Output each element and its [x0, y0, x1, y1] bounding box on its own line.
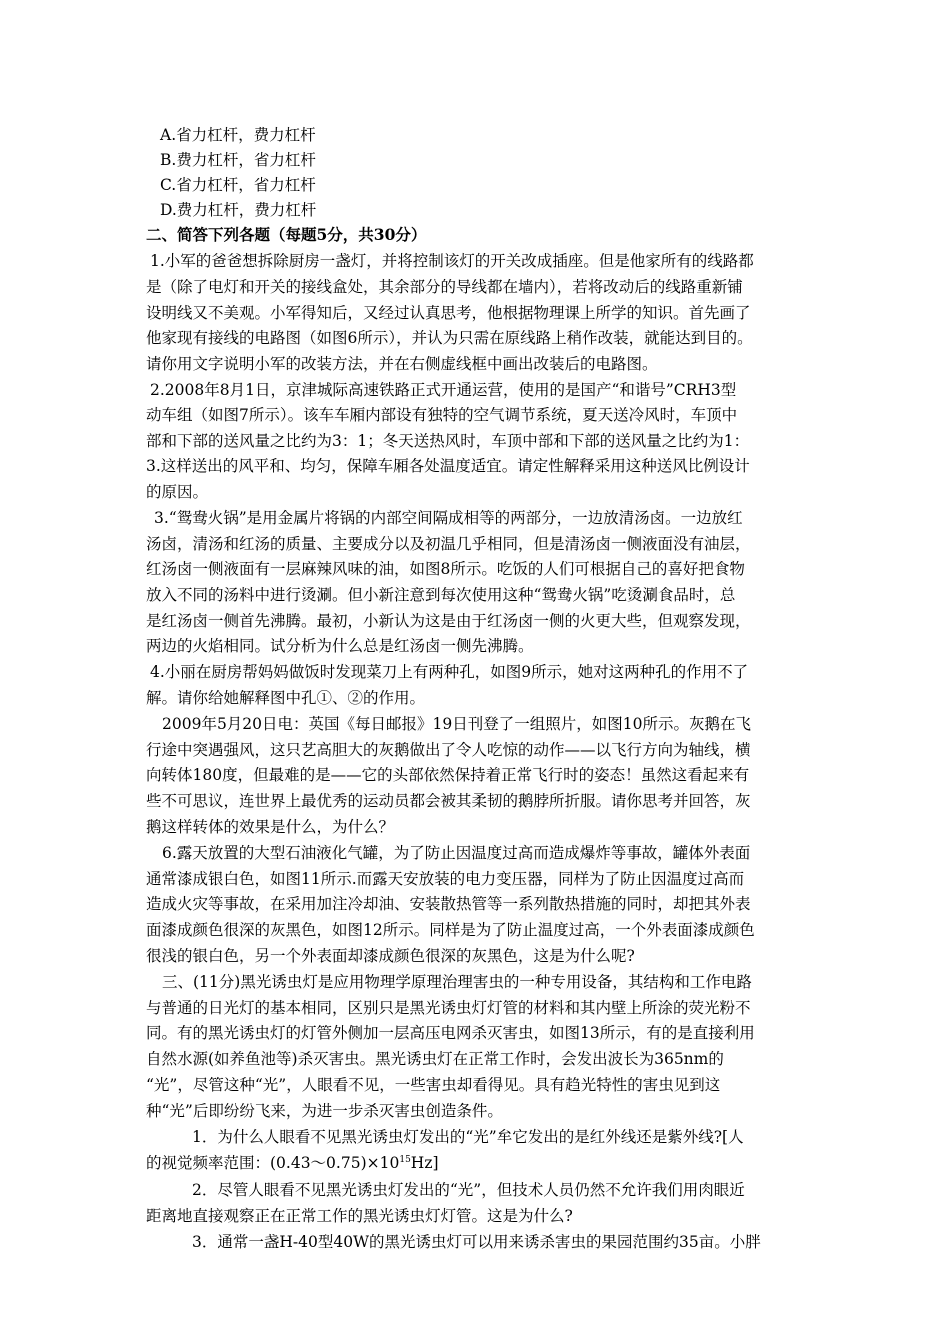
frequency-range-text: 的视觉频率范围：(0.43～0.75)×10 [146, 1154, 400, 1172]
frequency-unit: Hz] [410, 1154, 439, 1172]
option-a: A.省力杠杆，费力杠杆 [160, 126, 316, 144]
paragraph-line: 鹅这样转体的效果是什么，为什么？ [146, 818, 395, 836]
paragraph-line: 是红汤卤一侧首先沸腾。最初，小新认为这是由于红汤卤一侧的火更大些，但观察发现， [146, 612, 751, 630]
paragraph-line: 的原因。 [146, 483, 209, 501]
paragraph-line: 是（除了电灯和开关的接线盒处，其余部分的导线都在墙内），若将改动后的线路重新铺 [146, 278, 743, 296]
paragraph-line [146, 1150, 439, 1176]
paragraph-line: 通常漆成银白色，如图11所示.而露天安放装的电力变压器，同样为了防止因温度过高而 [146, 870, 745, 888]
paragraph-line: 6.露天放置的大型石油液化气罐，为了防止因温度过高而造成爆炸等事故，罐体外表面 [162, 844, 751, 862]
paragraph-line: 面漆成颜色很深的灰黑色，如图12所示。同样是为了防止温度过高，一个外表面漆成颜色 [146, 921, 755, 939]
paragraph-line: 汤卤，清汤和红汤的质量、主要成分以及初温几乎相同，但是清汤卤一侧液面没有油层， [146, 535, 751, 553]
paragraph-line: 放入不同的汤料中进行烫涮。但小新注意到每次使用这种“鸳鸯火锅”吃烫涮食品时，总 [146, 586, 736, 604]
paragraph-line: 3．通常一盏H-40型40W的黑光诱虫灯可以用来诱杀害虫的果园范围约35亩。小胖 [192, 1233, 761, 1251]
paragraph-line: 3.这样送出的风平和、均匀，保障车厢各处温度适宜。请定性解释采用这种送风比例设计 [146, 457, 750, 475]
paragraph-line: 1.小军的爸爸想拆除厨房一盏灯，并将控制该灯的开关改成插座。但是他家所有的线路都 [150, 252, 754, 270]
paragraph-line: 很浅的银白色，另一个外表面却漆成颜色很深的灰黑色，这是为什么呢? [146, 947, 635, 965]
paragraph-line: 些不可思议，连世界上最优秀的运动员都会被其柔韧的鹅脖所折服。请你思考并回答，灰 [146, 792, 751, 810]
exponent: 15 [399, 1154, 411, 1165]
paragraph-line: 解。请你给她解释图中孔①、②的作用。 [146, 689, 426, 707]
paragraph-line: 行途中突遇强风，这只艺高胆大的灰鹅做出了令人吃惊的动作——以飞行方向为轴线，横 [146, 741, 751, 759]
paragraph-line: 距离地直接观察正在正常工作的黑光诱虫灯灯管。这是为什么? [146, 1207, 573, 1225]
option-c: C.省力杠杆，省力杠杆 [160, 176, 316, 194]
option-b: B.费力杠杆，省力杠杆 [160, 151, 316, 169]
paragraph-line: 3.“鸳鸯火锅”是用金属片将锅的内部空间隔成相等的两部分，一边放清汤卤。一边放红 [154, 509, 743, 527]
paragraph-line: 向转体180度，但最难的是——它的头部依然保持着正常飞行时的姿态！虽然这看起来有 [146, 766, 750, 784]
paragraph-line: 部和下部的送风量之比约为3：1；冬天送热风时，车顶中部和下部的送风量之比约为1： [146, 432, 750, 450]
paragraph-line: 2009年5月20日电：英国《每日邮报》19日刊登了一组照片，如图10所示。灰鹅在飞 [162, 715, 751, 733]
paragraph-line: 4.小丽在厨房帮妈妈做饭时发现菜刀上有两种孔，如图9所示，她对这两种孔的作用不了 [150, 663, 749, 681]
paragraph-line: 他家现有接线的电路图（如图6所示），并认为只需在原线路上稍作改装，就能达到目的。 [146, 329, 753, 347]
paragraph-line: 与普通的日光灯的基本相同，区别只是黑光诱虫灯灯管的材料和其内壁上所涂的荧光粉不 [146, 999, 751, 1017]
paragraph-line: 造成火灾等事故，在采用加注冷却油、安装散热管等一系列散热措施的同时，却把其外表 [146, 895, 751, 913]
paragraph-line: 同。有的黑光诱虫灯的灯管外侧加一层高压电网杀灭害虫，如图13所示，有的是直接利用 [146, 1024, 755, 1042]
option-d: D.费力杠杆，费力杠杆 [160, 201, 317, 219]
paragraph-line: 请你用文字说明小军的改装方法，并在右侧虚线框中画出改装后的电路图。 [146, 355, 658, 373]
section-2-heading: 二、简答下列各题（每题5分，共30分） [146, 225, 427, 244]
paragraph-line: 三、(11分)黑光诱虫灯是应用物理学原理治理害虫的一种专用设备，其结构和工作电路 [162, 973, 752, 991]
paragraph-line: 种“光”后即纷纷飞来，为进一步杀灭害虫创造条件。 [146, 1102, 503, 1120]
paragraph-line: 1．为什么人眼看不见黑光诱虫灯发出的“光”牟它发出的是红外线还是紫外线?[人 [192, 1128, 744, 1146]
paragraph-line: 2.2008年8月1日，京津城际高速铁路正式开通运营，使用的是国产“和谐号”CRH3型 [150, 381, 737, 399]
paragraph-line: 两边的火焰相同。试分析为什么总是红汤卤一侧先沸腾。 [146, 637, 534, 655]
paragraph-line: “光”，尽管这种“光”，人眼看不见，一些害虫却看得见。具有趋光特性的害虫见到这 [146, 1076, 721, 1094]
paragraph-line: 红汤卤一侧液面有一层麻辣风味的油，如图8所示。吃饭的人们可根据自己的喜好把食物 [146, 560, 745, 578]
paragraph-line: 设明线又不美观。小军得知后，又经过认真思考，他根据物理课上所学的知识。首先画了 [146, 304, 751, 322]
paragraph-line: 自然水源(如养鱼池等)杀灭害虫。黑光诱虫灯在正常工作时，会发出波长为365nm的 [146, 1050, 724, 1068]
paragraph-line: 动车组（如图7所示）。该车车厢内部设有独特的空气调节系统，夏天送冷风时，车顶中 [146, 406, 738, 424]
paragraph-line: 2．尽管人眼看不见黑光诱虫灯发出的“光”，但技术人员仍然不允许我们用肉眼近 [192, 1181, 745, 1199]
